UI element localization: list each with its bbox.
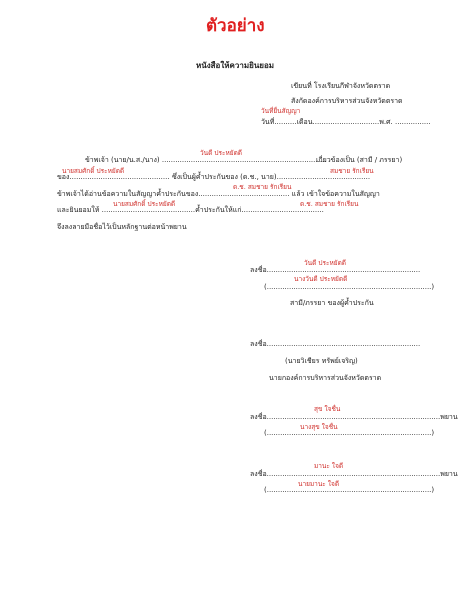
signature-2-role: นายกองค์การบริหารส่วนจังหวัดตราด <box>269 374 382 382</box>
signature-1-line: ลงชื่อ..................................................................... <box>250 266 421 274</box>
body-line-2-mid: ซึ่งเป็นผู้ค้ำประกันของ (ด.ช., นาย).......................................... <box>172 173 371 181</box>
witness-1-fill: สุข ใจชื่น <box>314 405 341 413</box>
document-title: ตัวอย่าง <box>206 16 265 36</box>
guarantor-name-fill: นายสมศักดิ์ ประหยัดดี <box>62 167 125 175</box>
witness-1-name-fill: นางสุข ใจชื่น <box>300 423 338 431</box>
signature-2-line: ลงชื่อ..................................................................... <box>250 340 421 348</box>
body-line-5: จึงลงลายมือชื่อไว้เป็นหลักฐานต่อหน้าพยาน <box>57 223 187 231</box>
body-line-3: ข้าพเจ้าได้อ่านข้อความในสัญญาค้ำประกันของ......................................... แล้ว เข้าใจข้อความในสัญญา <box>57 190 380 198</box>
student-name-fill-3: ด.ช. สมชาย รักเรียน <box>300 200 359 208</box>
affiliation-line: สังกัดองค์การบริหารส่วนจังหวัดตราด <box>291 97 403 105</box>
signature-1-role: สามี/ภรรยา ของผู้ค้ำประกัน <box>290 299 374 307</box>
witness-2-name-fill: นายมานะ ใจดี <box>298 480 340 488</box>
body-line-1-prefix: ข้าพเจ้า (นาย/น.ส./นาง) .......................................................................... <box>85 156 327 164</box>
signature-1-fill: วันดี ประหยัดดี <box>304 259 347 267</box>
guarantor-name-fill-2: นายสมศักดิ์ ประหยัดดี <box>113 200 176 208</box>
body-line-4: และยินยอมให้ ..........................................ค้ำประกันให้แก่..................................... <box>57 206 324 214</box>
contract-date-note: วันที่ยื่นสัญญา <box>261 107 301 115</box>
student-name-fill: สมชาย รักเรียน <box>330 167 374 175</box>
witness-1-name-line: (..........................................................................) <box>264 429 435 437</box>
witness-2-fill: มานะ ใจดี <box>314 462 344 470</box>
student-name-fill-2: ด.ช. สมชาย รักเรียน <box>233 183 292 191</box>
date-line: วันที่..........เดือน..............................พ.ศ. ................ <box>261 118 431 126</box>
spouse-name-fill: วันดี ประหยัดดี <box>200 149 243 157</box>
witness-1-line: ลงชื่อ..............................................................................พยาน <box>250 413 458 421</box>
witness-2-line: ลงชื่อ..............................................................................พยาน <box>250 470 458 478</box>
signature-1-name-line: (..........................................................................) <box>264 283 435 291</box>
written-at-line: เขียนที่ โรงเรียนกีฬาจังหวัดตราด <box>291 82 391 90</box>
document-subtitle: หนังสือให้ความยินยอม <box>196 61 275 70</box>
witness-2-name-line: (..........................................................................) <box>264 486 435 494</box>
body-line-2-prefix: ของ............................................. <box>57 173 170 181</box>
signature-2-name-line: (นายวิเชียร ทรัพย์เจริญ) <box>285 357 358 365</box>
signature-1-name-fill: นางวันดี ประหยัดดี <box>294 275 348 283</box>
body-line-1-suffix: เกี่ยวข้องเป็น (สามี / ภรรยา) <box>316 156 403 164</box>
